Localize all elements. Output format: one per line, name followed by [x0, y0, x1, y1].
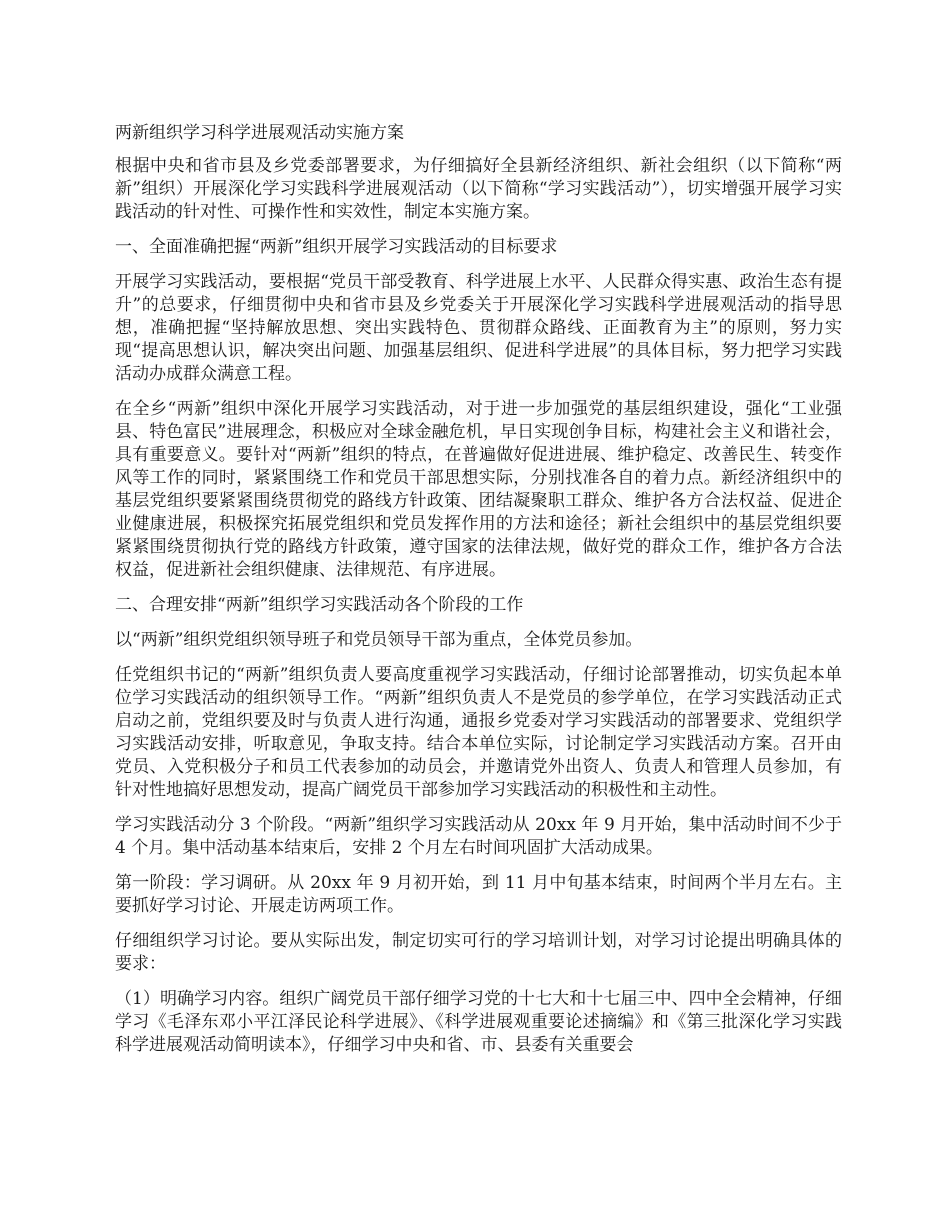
paragraph: 开展学习实践活动，要根据“党员干部受教育、科学进展上水平、人民群众得实惠、政治生态有提升”的总要求，仔细贯彻中央和省市县及乡党委关于开展深化学习实践科学进展观活动的指导思想，准确把握“坚持解放思想、突出实践特色、贯彻群众路线、正面教育为主”的原则，努力实现“提高思想认识，解决突出问题、加强基层组织、促进科学进展”的具体目标，努力把学习实践活动办成群众满意工程。: [115, 272, 842, 384]
section-heading-1: 一、全面准确把握“两新”组织开展学习实践活动的目标要求: [115, 237, 558, 257]
intro-paragraph: 根据中央和省市县及乡党委部署要求，为仔细搞好全县新经济组织、新社会组织（以下简称“两新”组织）开展深化学习实践科学进展观活动（以下简称“学习实践活动”），切实增强开展学习实践活动的针对性、可操作性和实效性，制定本实施方案。: [115, 156, 842, 222]
document-page: [115, 122, 842, 1069]
paragraph: 在全乡“两新”组织中深化开展学习实践活动，对于进一步加强党的基层组织建设，强化“工业强县、特色富民”进展理念，积极应对全球金融危机，早日实现创争目标，构建社会主义和谐社会，具有重要意义。要针对“两新”组织的特点，在普遍做好促进进展、维护稳定、改善民生、转变作风等工作的同时，紧紧围绕工作和党员干部思想实际，分别找准各自的着力点。新经济组织中的基层党组织要紧紧围绕贯彻党的路线方针政策、团结凝聚职工群众、维护各方合法权益、促进企业健康进展，积极探究拓展党组织和党员发挥作用的方法和途径；新社会组织中的基层党组织要紧紧围绕贯彻执行党的路线方针政策，遵守国家的法律法规，做好党的群众工作，维护各方合法权益，促进新社会组织健康、法律规范、有序进展。: [115, 399, 842, 580]
paragraph: 第一阶段：学习调研。从 20xx 年 9 月初开始，到 11 月中旬基本结束，时间两个半月左右。主要抓好学习讨论、开展走访两项工作。: [115, 873, 842, 916]
paragraph: 任党组织书记的“两新”组织负责人要高度重视学习实践活动，仔细讨论部署推动，切实负起本单位学习实践活动的组织领导工作。“两新”组织负责人不是党员的参学单位，在学习实践活动正式启动之前，党组织要及时与负责人进行沟通，通报乡党委对学习实践活动的部署要求、党组织学习实践活动安排，听取意见，争取支持。结合本单位实际，讨论制定学习实践活动方案。召开由党员、入党积极分子和员工代表参加的动员会，并邀请党外出资人、负责人和管理人员参加，有针对性地搞好思想发动，提高广阔党员干部参加学习实践活动的积极性和主动性。: [115, 665, 842, 800]
paragraph: 学习实践活动分 3 个阶段。“两新”组织学习实践活动从 20xx 年 9 月开始，集中活动时间不少于 4 个月。集中活动基本结束后，安排 2 个月左右时间巩固扩大活动成果。: [115, 815, 842, 858]
paragraph: （1）明确学习内容。组织广阔党员干部仔细学习党的十七大和十七届三中、四中全会精神，仔细学习《毛泽东邓小平江泽民论科学进展》、《科学进展观重要论述摘编》和《第三批深化学习实践科学进展观活动简明读本》，仔细学习中央和省、市、县委有关重要会: [115, 989, 842, 1055]
paragraph: 仔细组织学习讨论。要从实际出发，制定切实可行的学习培训计划，对学习讨论提出明确具体的要求：: [115, 931, 842, 974]
paragraph: 以“两新”组织党组织领导班子和党员领导干部为重点，全体党员参加。: [115, 630, 643, 650]
section-heading-2: 二、合理安排“两新”组织学习实践活动各个阶段的工作: [115, 595, 524, 615]
document-title: 两新组织学习科学进展观活动实施方案: [115, 123, 404, 143]
